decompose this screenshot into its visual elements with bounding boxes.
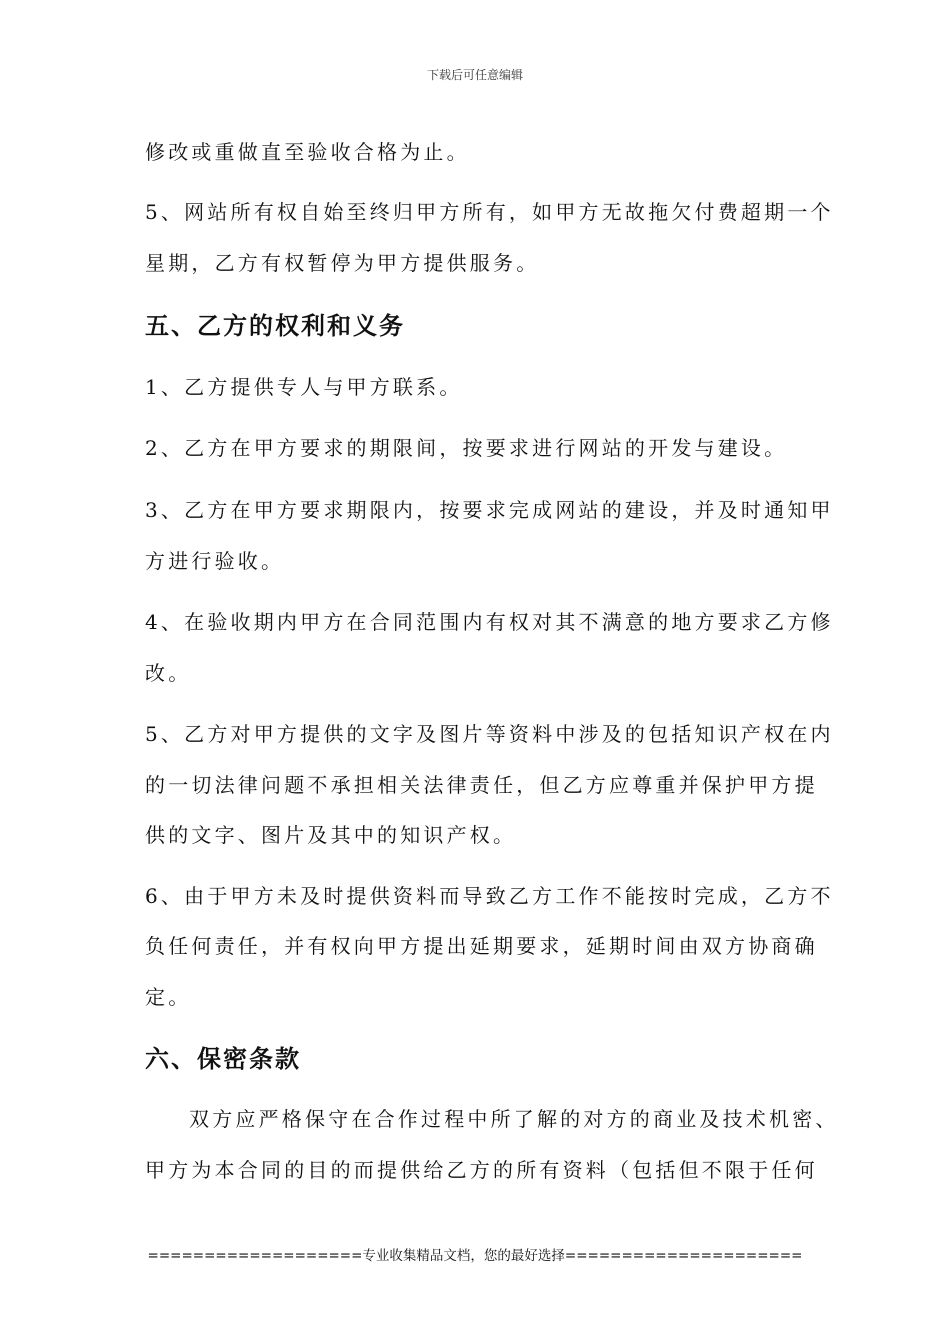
- paragraph-line: 的一切法律问题不承担相关法律责任，但乙方应尊重并保护甲方提: [145, 773, 818, 797]
- paragraph-line: 星期，乙方有权暂停为甲方提供服务。: [145, 251, 540, 275]
- paragraph-line: 改。: [145, 661, 192, 685]
- section-heading-6: 六、保密条款: [145, 1045, 301, 1073]
- paragraph-line: 方进行验收。: [145, 549, 285, 573]
- paragraph-line: 2、乙方在甲方要求的期限间，按要求进行网站的开发与建设。: [145, 436, 788, 460]
- paragraph-line: 供的文字、图片及其中的知识产权。: [145, 823, 517, 847]
- paragraph-line: 定。: [145, 985, 192, 1009]
- paragraph-line: 负任何责任，并有权向甲方提出延期要求，延期时间由双方协商确: [145, 934, 818, 958]
- paragraph-line: 6、由于甲方未及时提供资料而导致乙方工作不能按时完成，乙方不: [145, 884, 834, 908]
- paragraph-line: 4、在验收期内甲方在合同范围内有权对其不满意的地方要求乙方修: [145, 610, 834, 634]
- paragraph-line: 5、乙方对甲方提供的文字及图片等资料中涉及的包括知识产权在内: [145, 722, 834, 746]
- paragraph-line: 1、乙方提供专人与甲方联系。: [145, 375, 463, 399]
- paragraph-line: 5、网站所有权自始至终归甲方所有，如甲方无故拖欠付费超期一个: [145, 200, 834, 224]
- paragraph-line: 双方应严格保守在合作过程中所了解的对方的商业及技术机密、: [189, 1107, 839, 1131]
- page-footer-note: ===================专业收集精品文档，您的最好选择=====================: [147, 1248, 803, 1264]
- page-header-note: 下载后可任意编辑: [426, 68, 523, 82]
- section-heading-5: 五、乙方的权利和义务: [145, 312, 405, 340]
- paragraph-line: 甲方为本合同的目的而提供给乙方的所有资料（包括但不限于任何: [145, 1158, 818, 1182]
- paragraph-line: 修改或重做直至验收合格为止。: [145, 140, 470, 164]
- paragraph-line: 3、乙方在甲方要求期限内，按要求完成网站的建设，并及时通知甲: [145, 498, 834, 522]
